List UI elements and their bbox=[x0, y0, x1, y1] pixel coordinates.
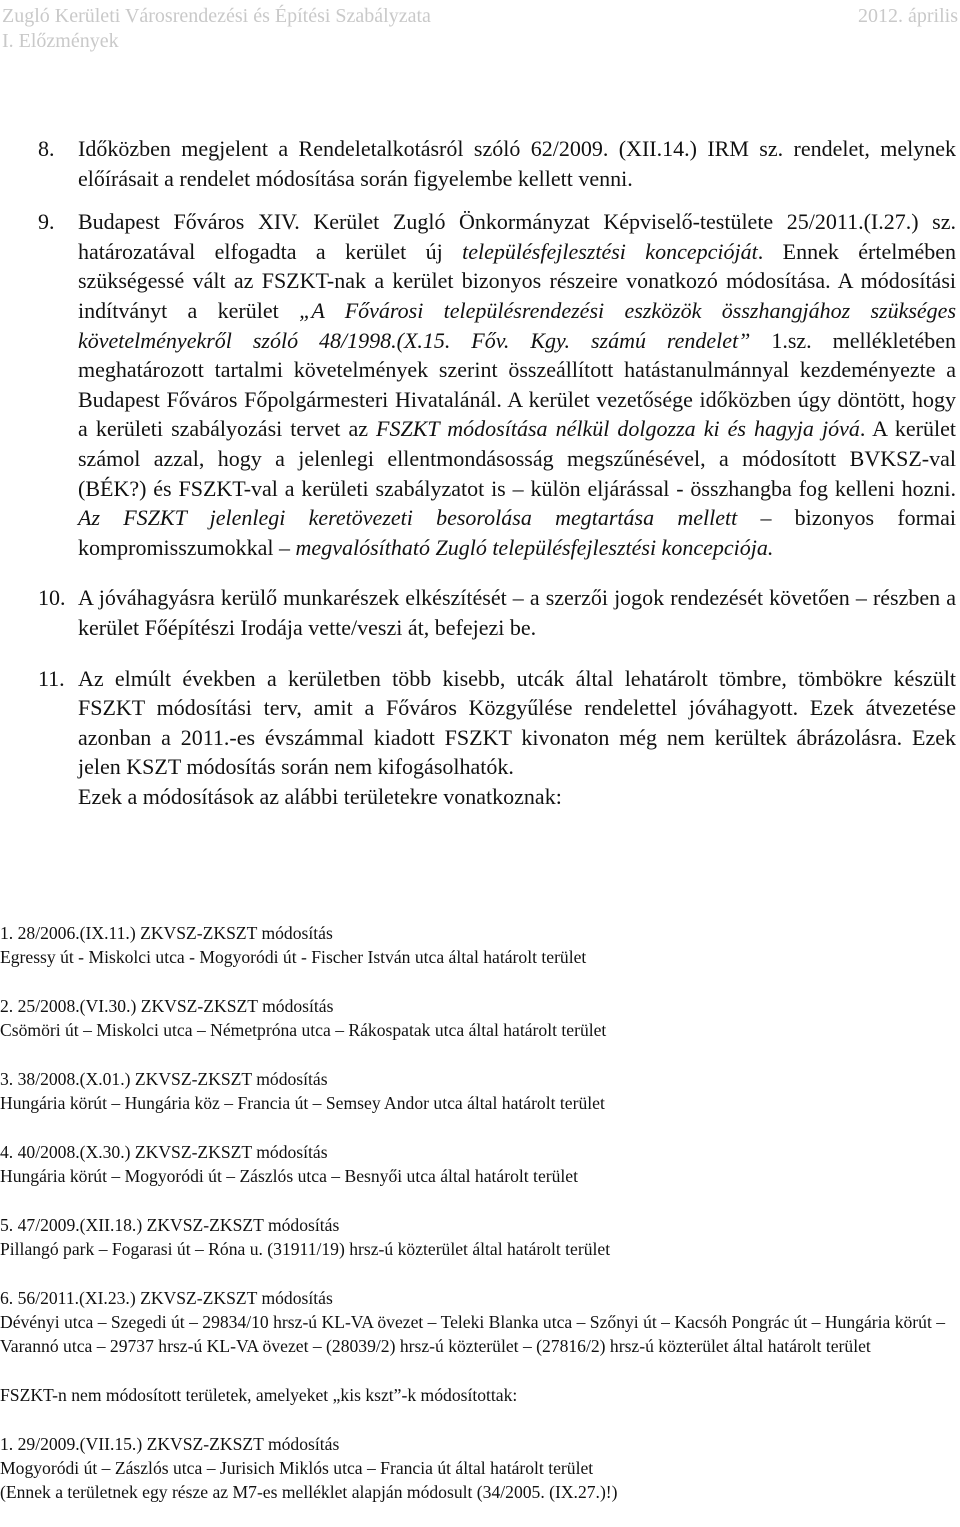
item-followup: Ezek a módosítások az alábbi területekre vonatkoznak: bbox=[78, 783, 562, 809]
section-title: I. Előzmények bbox=[2, 30, 119, 52]
entry-title: 5. 47/2009.(XII.18.) ZKVSZ-ZKSZT módosítás bbox=[0, 1215, 340, 1235]
text-run: 1.sz. mellékletében meghatározott tartalmi követelmények szerint összeállított hatástanulmánnyal kezdeményezte a Budapest Főváros Főpolgármesteri Hivatalánál. A kerület vezetősége időközben úgy döntött, hogy a kerületi szabályozási tervet az bbox=[78, 327, 956, 442]
entry-title: 1. 28/2006.(IX.11.) ZKVSZ-ZKSZT módosítás bbox=[0, 923, 333, 943]
text-run: . A kerület számol azzal, hogy a jelenlegi ellentmondásosság megszűnésével, a módosított BVKSZ-val (BÉK?) és FSZKT-val a kerületi szabályzatot is – külön eljárással - összhangba fog kelleni hozni. bbox=[78, 416, 956, 501]
entry-description: Hungária körút – Mogyoródi út – Zászlós utca – Besnyői utca által határolt terület bbox=[0, 1166, 578, 1186]
entry-description: Pillangó park – Fogarasi út – Róna u. (31911/19) hrsz-ú közterület által határolt terület bbox=[0, 1239, 611, 1259]
list-entry bbox=[0, 1432, 958, 1504]
item-text: A jóváhagyásra kerülő munkarészek elkészítését – a szerzői jogok rendezését követően – részben a kerület Főépítészi Irodája vette/veszi át, befejezi be. bbox=[78, 585, 956, 640]
item-number: 8. bbox=[38, 136, 55, 161]
entry-description: Hungária körút – Hungária köz – Francia út – Semsey Andor utca által határolt terület bbox=[0, 1093, 605, 1113]
document-title: Zugló Kerületi Városrendezési és Építési Szabályzata bbox=[2, 5, 431, 27]
list-entry bbox=[0, 994, 958, 1042]
item-text: Időközben megjelent a Rendeletalkotásról szóló 62/2009. (XII.14.) IRM sz. rendelet, melynek előírásait a rendelet módosítása során figyelembe kellett venni. bbox=[78, 136, 956, 191]
entry-extra: (Ennek a területnek egy része az M7-es melléklet alapján módosult (34/2005. (IX.27.)!) bbox=[0, 1482, 618, 1502]
item-number: 10. bbox=[38, 585, 66, 611]
list-entry bbox=[0, 1213, 958, 1261]
italic-run: Az FSZKT jelenlegi keretövezeti besorolása megtartása mellett bbox=[78, 505, 738, 531]
modification-list bbox=[0, 921, 958, 1504]
italic-run: „A Fővárosi településrendezési eszközök összhangjához szükséges követelményekről szóló 48/1998.(X.15. Főv. Kgy. számú rendelet” bbox=[78, 297, 956, 353]
entry-description: Mogyoródi út – Zászlós utca – Jurisich Miklós utca – Francia út által határolt terület bbox=[0, 1458, 594, 1478]
list-entry bbox=[0, 921, 958, 969]
text-run: . Ennek értelmében szükségessé vált az FSZKT-nak a kerület bizonyos részeire vonatkozó módosítása. A módosítási indítványt a kerület bbox=[78, 238, 956, 323]
list-entry bbox=[0, 1067, 958, 1115]
entry-title: 6. 56/2011.(XI.23.) ZKVSZ-ZKSZT módosítás bbox=[0, 1288, 333, 1308]
fszkt-note: FSZKT-n nem módosított területek, amelyeket „kis kszt”-k módosítottak: bbox=[0, 1385, 518, 1405]
list-entry bbox=[0, 1286, 958, 1358]
document-date: 2012. április bbox=[858, 5, 958, 27]
list-entry bbox=[0, 1140, 958, 1188]
page-header bbox=[0, 4, 960, 54]
list-item-8 bbox=[38, 134, 956, 193]
entry-description: Egressy út - Miskolci utca - Mogyoródi út - Fischer István utca által határolt terület bbox=[0, 947, 587, 967]
text-run: – bizonyos formai kompromisszumokkal – bbox=[78, 505, 956, 560]
list-item-10 bbox=[38, 583, 956, 642]
entry-description: Csömöri út – Miskolci utca – Németpróna utca – Rákospatak utca által határolt terület bbox=[0, 1020, 607, 1040]
main-content bbox=[38, 134, 956, 811]
item-text: Az elmúlt években a kerületben több kisebb, utcák által lehatárolt tömbre, tömbökre készült FSZKT módosítási terv, amit a Főváros Közgyűlése rendelettel jóváhagyott. Ezek átvezetése azonban a 2011.-es évszámmal kiadott FSZKT kivonaton még nem kerültek ábrázolásra. Ezek jelen KSZT módosítás során nem kifogásolhatók. bbox=[78, 665, 956, 780]
italic-run: FSZKT módosítása nélkül dolgozza ki és hagyja jóvá bbox=[376, 416, 860, 442]
italic-run: településfejlesztési koncepcióját bbox=[462, 238, 758, 264]
list-item-9 bbox=[38, 207, 956, 562]
entry-title: 4. 40/2008.(X.30.) ZKVSZ-ZKSZT módosítás bbox=[0, 1142, 328, 1162]
entry-title: 2. 25/2008.(VI.30.) ZKVSZ-ZKSZT módosítás bbox=[0, 996, 334, 1016]
text-run: Budapest Főváros XIV. Kerület Zugló Önkormányzat Képviselő-testülete 25/2011.(I.27.) sz. határozatával elfogadta a kerület új bbox=[78, 209, 956, 264]
entry-title: 1. 29/2009.(VII.15.) ZKVSZ-ZKSZT módosítás bbox=[0, 1434, 340, 1454]
italic-run: megvalósítható Zugló településfejlesztési koncepciója. bbox=[295, 534, 774, 560]
item-number: 11. bbox=[38, 665, 65, 691]
item-number: 9. bbox=[38, 209, 55, 235]
entry-description: Dévényi utca – Szegedi út – 29834/10 hrsz-ú KL-VA övezet – Teleki Blanka utca – Szőnyi út – Kacsóh Pongrác út – Hungária körút – Varannó utca – 29737 hrsz-ú KL-VA övezet – (28039/2) hrsz-ú közterület – (27816/2) hrsz-ú közterület által határolt terület bbox=[0, 1312, 946, 1356]
item-text bbox=[78, 207, 956, 562]
entry-title: 3. 38/2008.(X.01.) ZKVSZ-ZKSZT módosítás bbox=[0, 1069, 328, 1089]
list-item-11 bbox=[38, 664, 956, 782]
